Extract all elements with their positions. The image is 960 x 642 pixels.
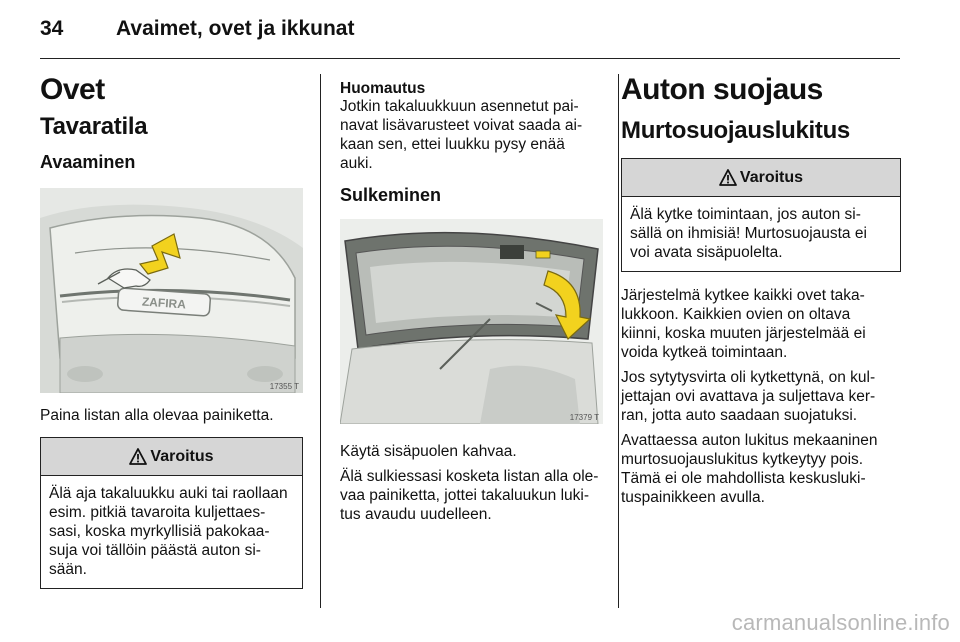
warning-line: suja voi tällöin päästä auton si- (49, 542, 261, 559)
warning-triangle-icon (719, 169, 737, 186)
warning-line: sällä on ihmisiä! Murtosuojausta ei (630, 225, 867, 242)
paragraph-line: ran, jotta auto saadaan suojatuksi. (621, 407, 858, 424)
warning-line: Älä aja takaluukku auki tai raollaan (49, 485, 288, 502)
warning-header (622, 159, 900, 197)
paragraph-unlocking (621, 431, 901, 507)
subsection-title-deadlocking: Murtosuojauslukitus (621, 117, 850, 144)
paragraph-line: kiinni, koska muuten järjestelmää ei (621, 325, 866, 342)
paragraph-line: Älä sulkiessasi kosketa listan alla ole- (340, 468, 599, 485)
tailgate-close-illustration (340, 219, 603, 424)
note-line: auki. (340, 155, 373, 172)
chapter-title: Avaimet, ovet ja ikkunat (116, 17, 355, 40)
column-1 (40, 70, 303, 589)
warning-title: Varoitus (739, 168, 804, 186)
column-3 (621, 70, 901, 507)
paragraph-line: Jos sytytysvirta oli kytkettynä, on kul- (621, 369, 876, 386)
warning-triangle-icon (129, 448, 147, 465)
warning-header (41, 438, 302, 476)
paragraph-line: Järjestelmä kytkee kaikki ovet taka- (621, 287, 865, 304)
warning-title: Varoitus (150, 447, 214, 465)
heading-opening: Avaaminen (40, 152, 136, 172)
tailgate-open-illustration (40, 188, 303, 393)
watermark: carmanualsonline.info (731, 610, 950, 635)
paragraph-ignition (621, 368, 901, 425)
paragraph-line: Avattaessa auton lukitus mekaaninen (621, 432, 878, 449)
column-2 (340, 80, 603, 524)
section-title-vehicle-security: Auton suojaus (621, 73, 823, 106)
heading-closing: Sulkeminen (340, 185, 442, 205)
subsection-title-trunk: Tavaratila (40, 113, 148, 140)
note-line: kaan sen, ettei luukku pysy enää (340, 136, 565, 153)
paragraph-line: Tämä ei ole mahdollista keskusluki- (621, 470, 866, 487)
paragraph-line: murtosuojauslukitus kytkeytyy pois. (621, 451, 864, 468)
note-line: Jotkin takaluukkuun asennetut pai- (340, 98, 579, 115)
header-divider (40, 58, 900, 59)
paragraph-line: vaa painiketta, jottei takaluukun luki- (340, 487, 590, 504)
warning-line: sään. (49, 561, 87, 578)
warning-line: esim. pitkiä tavaroita kuljettaes- (49, 504, 266, 521)
paragraph-line: jettajan ovi avattava ja suljettava ker- (621, 388, 876, 405)
figure-code: 17355 T (269, 382, 299, 391)
figure-badge-text: ZAFIRA (141, 294, 187, 312)
paragraph-line: tus avaudu uudelleen. (340, 506, 492, 523)
column-divider-2 (618, 74, 619, 608)
warning-line: Älä kytke toimintaan, jos auton si- (630, 206, 861, 223)
instruction-text: Paina listan alla olevaa painiketta. (40, 407, 274, 424)
page-header (40, 14, 354, 44)
figure-code: 17379 T (569, 413, 599, 422)
note-line: navat lisävarusteet voivat saada ai- (340, 117, 583, 134)
note-title: Huomautus (340, 80, 426, 97)
paragraph-line: voida kytkeä toimintaan. (621, 344, 788, 361)
section-title-doors: Ovet (40, 73, 105, 106)
warning-body (622, 197, 900, 271)
warning-box (40, 437, 303, 589)
page-number: 34 (40, 17, 64, 40)
warning-body (41, 476, 302, 588)
note-body (340, 97, 603, 173)
warning-line: voi avata sisäpuolelta. (630, 244, 783, 261)
closing-paragraph (340, 467, 603, 524)
warning-line: sasi, koska myrkyllisiä pakokaa- (49, 523, 270, 540)
paragraph-line: lukkoon. Kaikkien ovien on oltava (621, 306, 851, 323)
warning-box (621, 158, 901, 272)
paragraph-line: tuspainikkeen avulla. (621, 489, 765, 506)
instruction-text: Käytä sisäpuolen kahvaa. (340, 443, 517, 460)
column-divider-1 (320, 74, 321, 608)
paragraph-system (621, 286, 901, 362)
